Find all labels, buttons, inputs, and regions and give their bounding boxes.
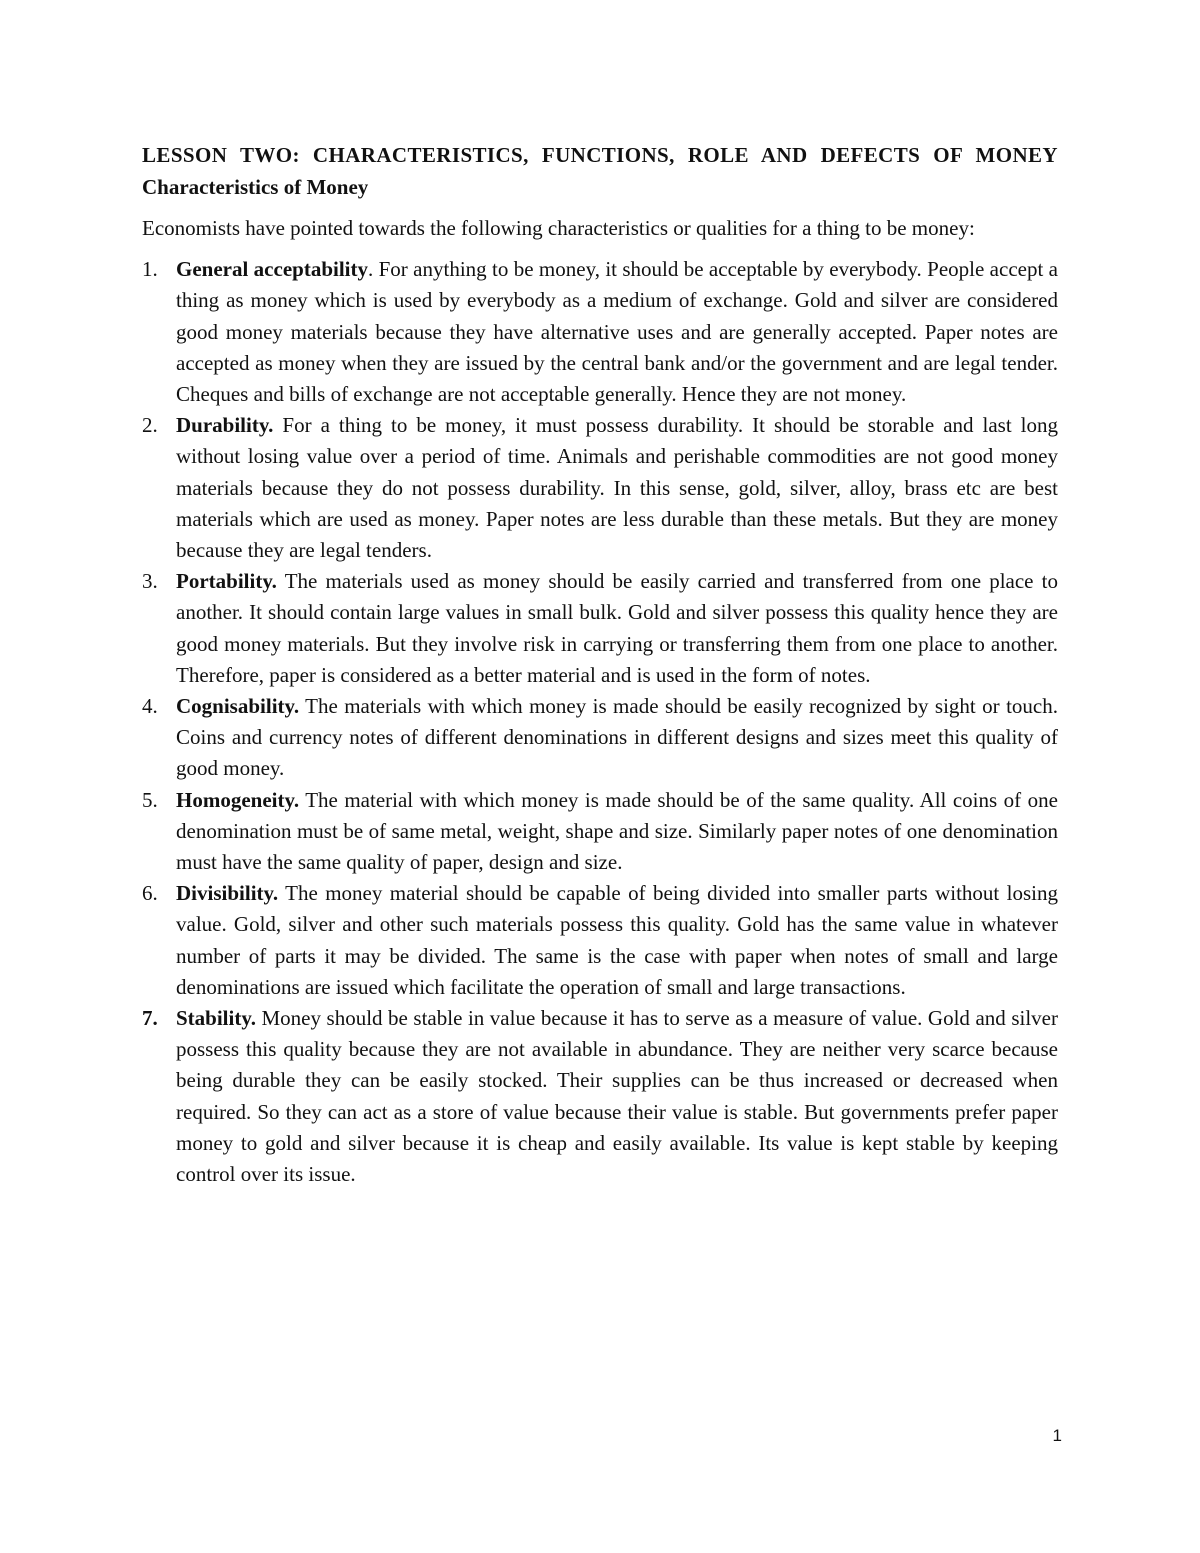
item-number: 2. <box>142 413 158 438</box>
item-text: Money should be stable in value because it has to serve as a measure of value. Gold and silver possess this quality because they are not available in abundance. They are neither very scarce because being durable they can be easily stocked. Their supplies can be thus increased or decreased when required. So they can act as a store of value because their value is stable. But governments prefer paper money to gold and silver because it is cheap and easily available. Its value is kept stable by keeping control over its issue. <box>176 1006 1058 1187</box>
list-item <box>142 1003 1058 1190</box>
item-term: Durability. <box>176 413 274 438</box>
item-term: General acceptability <box>176 257 368 282</box>
list-item <box>142 410 1058 566</box>
lesson-title <box>142 139 1058 203</box>
item-term: Divisibility. <box>176 881 279 906</box>
item-term: Cognisability. <box>176 694 300 719</box>
list-item <box>142 785 1058 879</box>
intro-paragraph: Economists have pointed towards the following characteristics or qualities for a thing to be money: <box>142 216 975 240</box>
list-item <box>142 878 1058 1003</box>
list-item <box>142 254 1058 410</box>
list-item <box>142 566 1058 691</box>
item-number: 7. <box>142 1006 158 1031</box>
item-term: Portability. <box>176 569 277 594</box>
item-number: 4. <box>142 694 158 719</box>
item-text: For a thing to be money, it must possess durability. It should be storable and last long without losing value over a period of time. Animals and perishable commodities are not good money materials because they do not possess durability. In this sense, gold, silver, alloy, brass etc are best materials which are used as money. Paper notes are less durable than these metals. But they are money because they are legal tenders. <box>176 413 1058 563</box>
item-text: . For anything to be money, it should be acceptable by everybody. People accept a thing as money which is used by everybody as a medium of exchange. Gold and silver are considered good money materials because they have alternative uses and are generally accepted. Paper notes are accepted as money when they are issued by the central bank and/or the government and are legal tender. Cheques and bills of exchange are not acceptable generally. Hence they are not money. <box>176 257 1058 407</box>
item-number: 6. <box>142 881 158 906</box>
document-page <box>142 139 1058 1190</box>
characteristics-list <box>142 254 1058 1190</box>
item-number: 1. <box>142 257 158 282</box>
item-term: Stability. <box>176 1006 256 1031</box>
item-text: The materials with which money is made should be easily recognized by sight or touch. Coins and currency notes of different denominations in different designs and sizes meet this quality of good money. <box>176 694 1058 781</box>
item-number: 3. <box>142 569 158 594</box>
item-text: The money material should be capable of being divided into smaller parts without losing value. Gold, silver and other such materials possess this quality. Gold has the same value in whatever number of parts it may be divided. The same is the case with paper when notes of small and large denominations are issued which facilitate the operation of small and large transactions. <box>176 881 1058 999</box>
list-item <box>142 691 1058 785</box>
section-subtitle: Characteristics of Money <box>142 175 369 199</box>
item-number: 5. <box>142 787 158 812</box>
item-text: The material with which money is made should be of the same quality. All coins of one denomination must be of same metal, weight, shape and size. Similarly paper notes of one denomination must have the same quality of paper, design and size. <box>176 787 1058 875</box>
item-text: The materials used as money should be easily carried and transferred from one place to another. It should contain large values in small bulk. Gold and silver possess this quality hence they are good money materials. But they involve risk in carrying or transferring them from one place to another. Therefore, paper is considered as a better material and is used in the form of notes. <box>176 569 1058 687</box>
item-term: Homogeneity. <box>176 787 300 812</box>
page-number: 1 <box>1052 1426 1062 1445</box>
lesson-title-caps: LESSON TWO: CHARACTERISTICS, FUNCTIONS, ROLE AND DEFECTS OF MONEY <box>142 143 1058 167</box>
